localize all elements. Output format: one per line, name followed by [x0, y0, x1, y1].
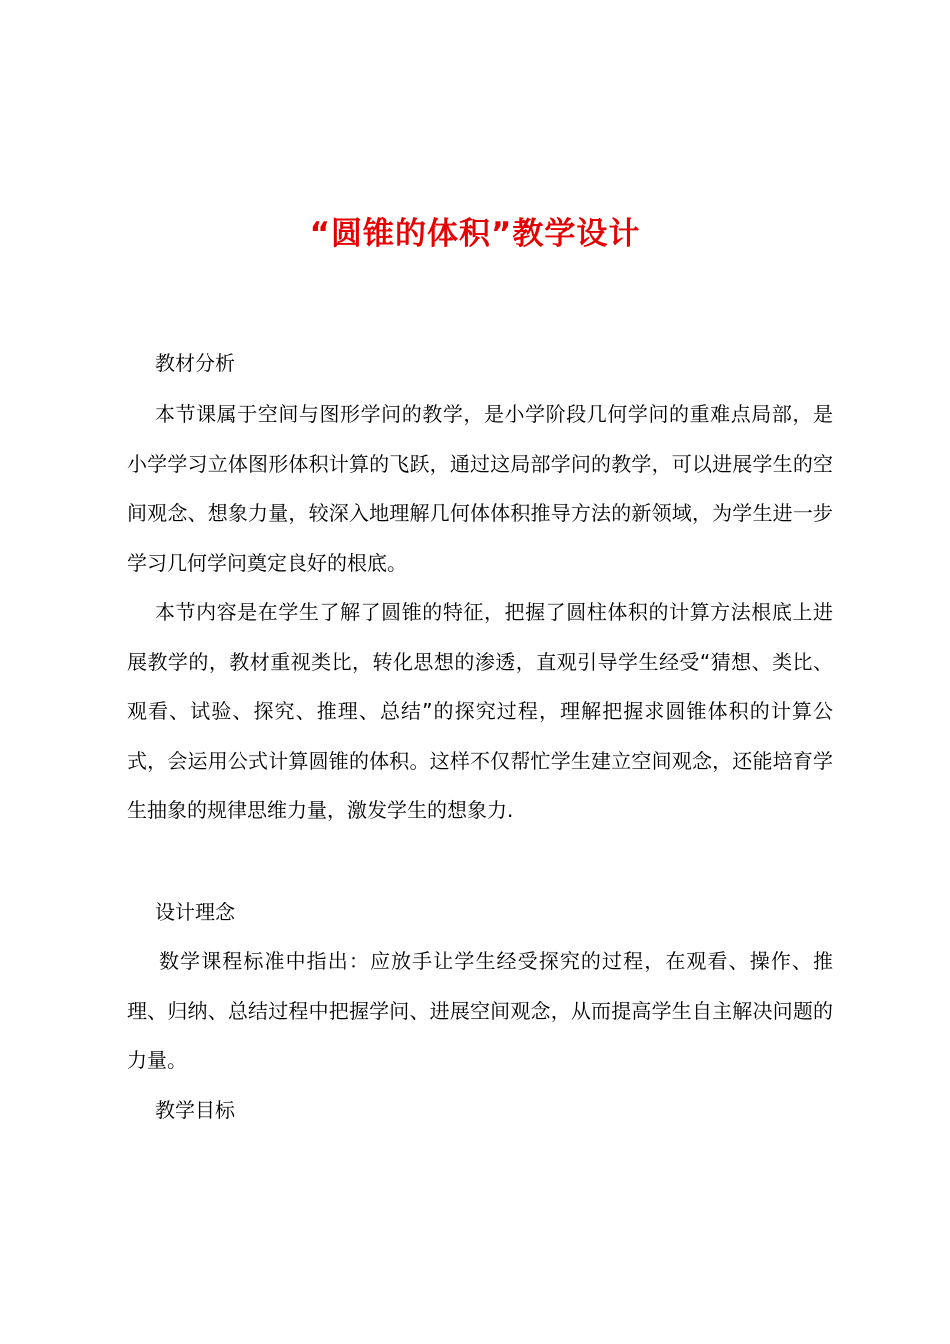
document-title: “圆锥的体积”教学设计: [309, 216, 641, 252]
paragraph-analysis-2: 本节内容是在学生了解了圆锥的特征，把握了圆柱体积的计算方法根底上进展教学的，教材重视类比，转化思想的渗透，直观引导学生经受“猜想、类比、观看、试验、探究、推理、总结”的探究过程，理解把握求圆锥体积的计算公式，会运用公式计算圆锥的体积。这样不仅帮忙学生建立空间观念，还能培育学生抽象的规律思维力量，激发学生的想象力.: [127, 600, 833, 823]
paragraph-analysis-1: 本节课属于空间与图形学问的教学，是小学阶段几何学问的重难点局部，是小学学习立体图形体积计算的飞跃，通过这局部学问的教学，可以进展学生的空间观念、想象力量，较深入地理解几何体体积推导方法的新领域，为学生进一步学习几何学问奠定良好的根底。: [127, 402, 833, 575]
section-heading-concept: 设计理念: [155, 900, 235, 924]
paragraph-concept-1: 数学课程标准中指出：应放手让学生经受探究的过程，在观看、操作、推理、归纳、总结过程中把握学问、进展空间观念，从而提高学生自主解决问题的力量。: [127, 949, 833, 1073]
section-heading-goals: 教学目标: [155, 1098, 235, 1122]
section-heading-analysis: 教材分析: [155, 351, 235, 375]
